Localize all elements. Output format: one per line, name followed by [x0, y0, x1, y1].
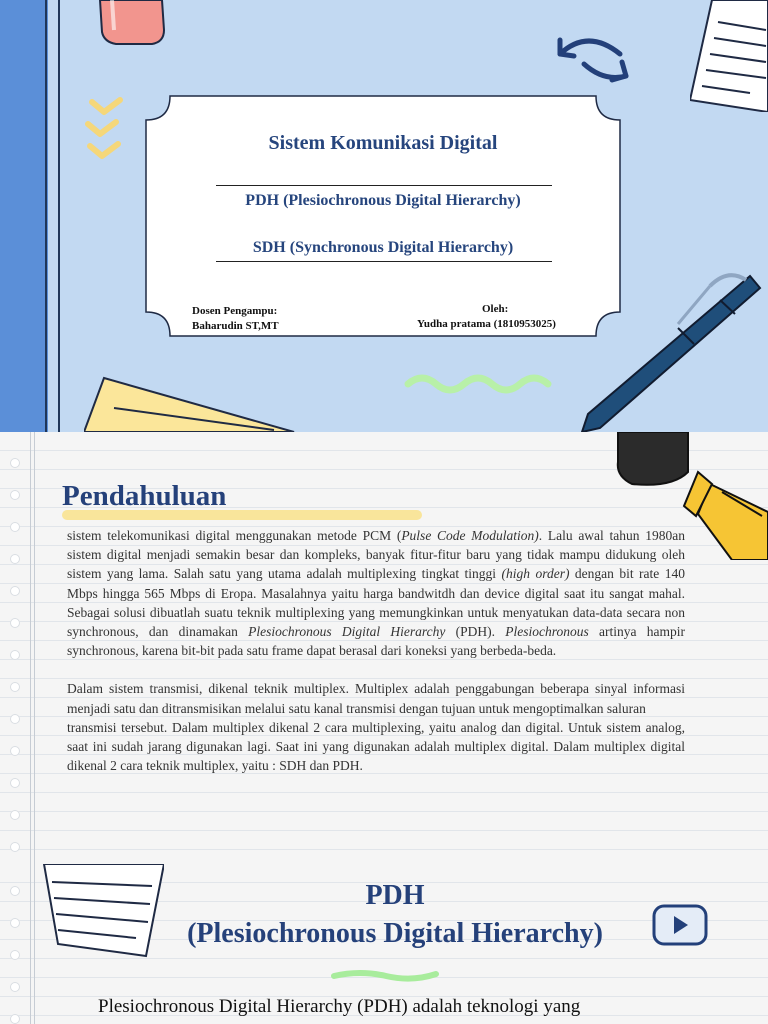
subtitle-sdh: SDH (Synchronous Digital Hierarchy) — [252, 239, 514, 256]
binder-hole — [10, 886, 20, 896]
swap-arrows-icon — [548, 30, 638, 90]
divider — [216, 185, 552, 186]
margin-line — [30, 864, 31, 1024]
lecturer-name: Baharudin ST,MT — [192, 320, 279, 332]
divider — [216, 261, 552, 262]
pdh-subtitle: (Plesiochronous Digital Hierarchy) — [187, 918, 603, 949]
binder-hole — [10, 650, 20, 660]
binder-hole — [10, 490, 20, 500]
binder-hole — [10, 586, 20, 596]
squiggle-decoration — [404, 368, 554, 400]
spine-line — [45, 0, 47, 432]
document-paper-icon — [690, 0, 768, 112]
binder-hole — [10, 682, 20, 692]
body-text — [67, 526, 685, 775]
notebook-spine — [0, 0, 48, 432]
chevrons-icon — [82, 92, 132, 168]
title-slide — [0, 0, 768, 432]
binder-hole — [10, 714, 20, 724]
paragraph: sistem telekomunikasi digital menggunakan metode PCM (Pulse Code Modulation). Lalu awal tahun 1980an sistem digital menjadi semakin besar dan kompleks, banyak fitur-fitur baru yang tidak mampu didukung oleh sistem yang lama. Salah satu yang utama adalah multiplexing tingkat tinggi (high order) dengan bit rate 140 Mbps hingga 565 Mbps di Eropa. Masalahnya yaitu harga bandwitdh dan device digital saat itu sangat mahal. Sebagai solusi dibuatlah suatu teknik multiplexing yang memungkinkan untuk menyatukan data-data secara non synchronous, dan dinamakan Plesiochronous Digital Hierarchy (PDH). Plesiochronous artinya hampir synchronous, karena bit-bit pada satu frame dapat berasal dari koneksi yang berbeda-beda. — [67, 528, 685, 659]
pdh-title: PDH — [365, 880, 425, 911]
introduction-slide — [0, 432, 768, 864]
pdh-intro-text: Plesiochronous Digital Hierarchy (PDH) adalah teknologi yang — [98, 996, 581, 1017]
binder-hole — [10, 982, 20, 992]
binder-hole — [10, 746, 20, 756]
margin-line — [34, 864, 35, 1024]
binder-hole — [10, 778, 20, 788]
binder-hole — [10, 950, 20, 960]
margin-line — [34, 432, 35, 864]
binder-hole — [10, 522, 20, 532]
section-heading: Pendahuluan — [62, 480, 227, 512]
binder-hole — [10, 554, 20, 564]
binder-hole — [10, 1014, 20, 1024]
binder-hole — [10, 918, 20, 928]
sticky-note-icon — [84, 372, 304, 432]
squiggle-decoration — [330, 968, 440, 984]
title-card — [144, 94, 622, 338]
presentation-title: Sistem Komunikasi Digital — [268, 132, 498, 154]
margin-line — [30, 432, 31, 864]
binder-hole — [10, 458, 20, 468]
subtitle-pdh: PDH (Plesiochronous Digital Hierarchy) — [245, 192, 521, 209]
author-label: Oleh: — [482, 303, 509, 315]
binder-hole — [10, 810, 20, 820]
binder-hole — [10, 618, 20, 628]
author-name: Yudha pratama (1810953025) — [417, 318, 556, 330]
pdh-slide — [0, 864, 768, 1024]
eraser-icon — [92, 0, 168, 48]
lecturer-label: Dosen Pengampu: — [192, 305, 278, 317]
paragraph: Dalam sistem transmisi, dikenal teknik multiplex. Multiplex adalah penggabungan beberapa sinyal informasi menjadi satu dan ditransmisikan melalui satu kanal transmisi dengan tujuan untuk mengoptimalkan saluran transmisi tersebut. Dalam multiplex dikenal 2 cara multiplexing, yaitu analog dan digital. Untuk sistem analog, saat ini sudah jarang digunakan lagi. Saat ini yang digunakan adalah multiplex digital. Dalam multiplex digital dikenal 2 cara teknik multiplex, yaitu : SDH dan PDH. — [67, 681, 685, 774]
binder-hole — [10, 842, 20, 852]
spine-line — [58, 0, 60, 432]
